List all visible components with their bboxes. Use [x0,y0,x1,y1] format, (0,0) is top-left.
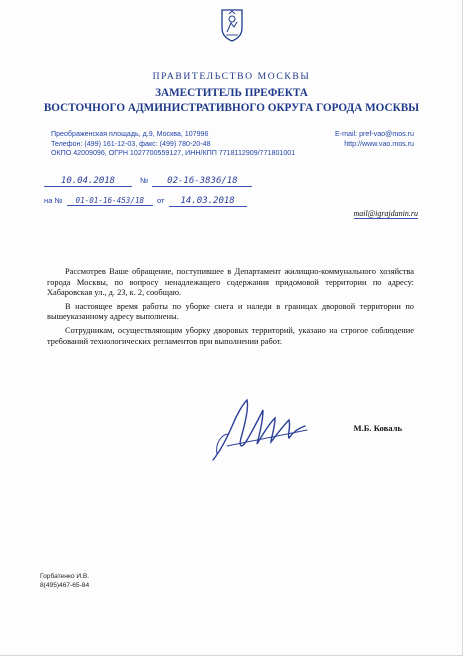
website-link[interactable]: http://www.vao.mos.ru [344,139,414,148]
ref-number: 01-01-16-453/18 [67,196,153,206]
registration-block [44,176,252,216]
executor-block [40,572,89,590]
ref-date: 14.03.2018 [169,196,247,207]
body-paragraph-2: В настоящее время работы по уборке снега и наледи в границах дворовой территории по вышеуказанному адресу выполнены. [47,301,414,322]
number-label: № [140,176,149,185]
registration-number: 02-16-3836/18 [152,176,252,187]
title-line-2: ВОСТОЧНОГО АДМИНИСТРАТИВНОГО ОКРУГА ГОРОДА МОСКВЫ [43,102,420,114]
handwritten-signature [207,394,311,466]
address-text: Преображенская площадь, д.9, Москва, 107996 [51,130,209,138]
contact-block [51,130,295,159]
contact-links [335,130,414,149]
registration-date: 10.04.2018 [44,176,132,187]
signer-name: М.Б. Коваль [353,423,402,433]
title-line-1: ЗАМЕСТИТЕЛЬ ПРЕФЕКТА [155,87,308,99]
reference-row [44,196,252,216]
letterhead-title [0,86,463,116]
ref-label: на № [44,196,63,205]
executor-phone: 8(495)467-65-84 [40,582,90,589]
letter-body [47,267,414,350]
phone-text: Телефон: (499) 161-12-03, факс: (499) 780-20-48 [51,139,211,148]
government-name: ПРАВИТЕЛЬСТВО МОСКВЫ [152,71,311,82]
executor-name: Горбатенко И.В. [40,573,90,580]
body-paragraph-1: Рассмотрев Ваше обращение, поступившее в Департамент жилищно-коммунального хозяйства города Москвы, по вопросу ненадлежащего содержания придомовой территории по адресу: Хабаровская ул., д. 23, к. 2, сообщаю. [47,267,414,298]
email-link[interactable]: E-mail: pref-vao@mos.ru [335,130,414,138]
body-paragraph-3: Сотрудникам, осуществляющим уборку дворовых территорий, указано на строгое соблюдение требований технологических регламентов при выполнении работ. [47,325,414,346]
moscow-coat-of-arms-icon [220,8,244,42]
recipient-email: mail@igrajdanin.ru [353,209,418,218]
ref-date-label: от [156,196,165,205]
registration-row [44,176,252,196]
org-codes-text: ОКПО 42009096, ОГРН 1027700559127, ИНН/КПП 7718112909/771801001 [51,149,296,158]
